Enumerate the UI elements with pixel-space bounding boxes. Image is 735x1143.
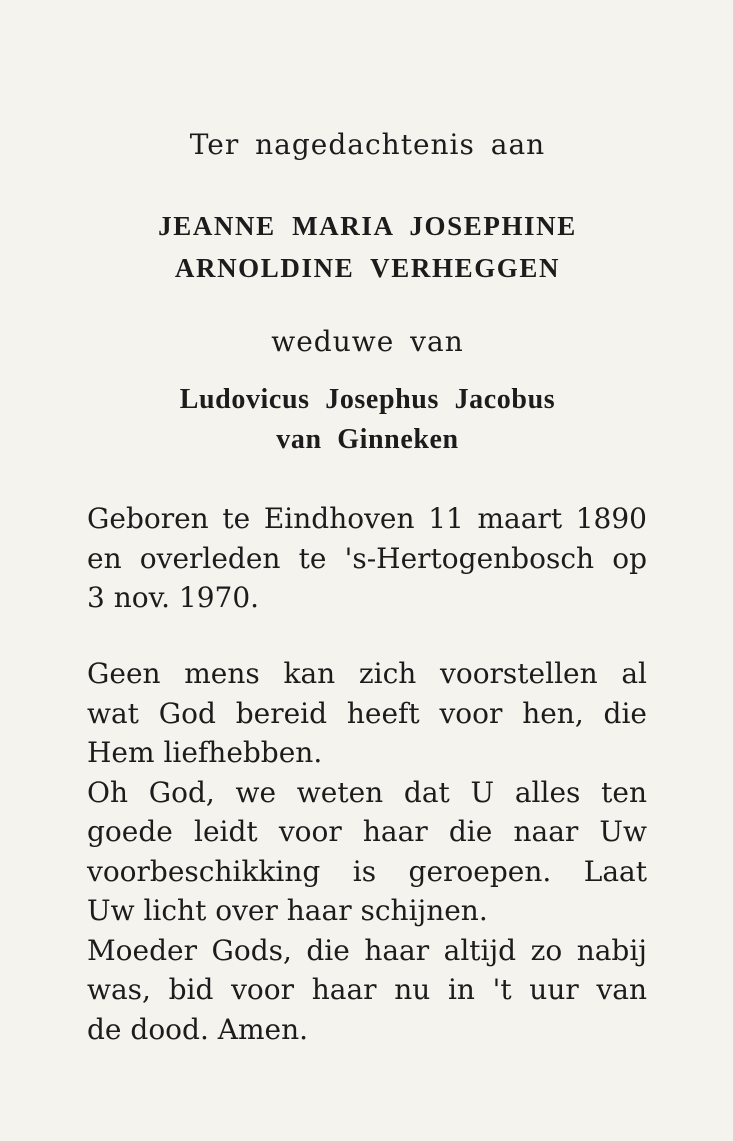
spouse-name-line: van Ginneken	[276, 424, 459, 455]
relation-text: weduwe van	[271, 325, 464, 358]
prayer-line: Geen mens kan zich voorstellen al	[87, 657, 647, 690]
deceased-name	[0, 205, 735, 289]
deceased-name-line: ARNOLDINE VERHEGGEN	[174, 253, 561, 283]
dates-line: 3 nov. 1970.	[87, 581, 260, 614]
prayer-line: wat God bereid heeft voor hen, die	[87, 696, 647, 730]
prayer-line: voorbeschikking is geroepen. Laat	[87, 854, 647, 888]
prayer-line: was, bid voor haar nu in 't uur van	[87, 973, 647, 1006]
prayer-line: goede leidt voor haar die naar Uw	[87, 815, 647, 848]
prayer-line: Oh God, we weten dat U alles ten	[87, 775, 647, 809]
prayer-line: Uw licht over haar schijnen.	[87, 894, 488, 927]
prayer-line: Moeder Gods, die haar altijd zo nabij	[87, 933, 647, 967]
dates-paragraph	[87, 499, 647, 618]
deceased-name-line: JEANNE MARIA JOSEPHINE	[158, 211, 577, 241]
intro-text: Ter nagedachtenis aan	[189, 128, 546, 161]
spouse-name-line: Ludovicus Josephus Jacobus	[179, 384, 556, 415]
prayer-paragraph	[87, 654, 647, 1049]
dates-line: Geboren te Eindhoven 11 maart 1890	[87, 502, 647, 535]
dates-line: en overleden te 's-Hertogenbosch op	[87, 541, 647, 575]
spouse-name	[0, 380, 735, 460]
prayer-line: de dood. Amen.	[87, 1012, 309, 1046]
prayer-line: Hem liefhebben.	[87, 736, 323, 769]
